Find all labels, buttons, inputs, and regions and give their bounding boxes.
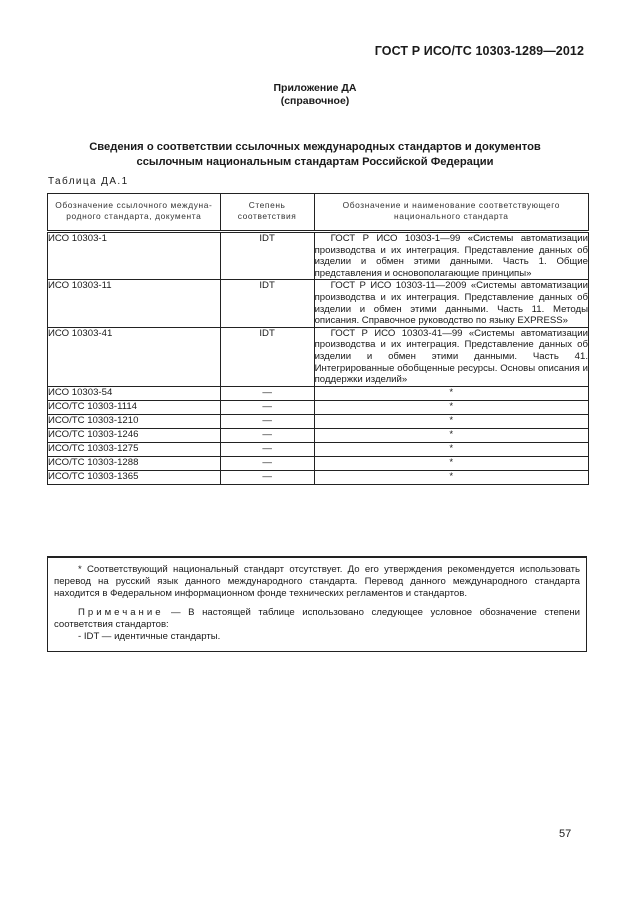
cell-national: * [314,386,588,400]
cell-national [314,280,588,327]
footnote-note-item [54,631,580,643]
document-code-header: ГОСТ Р ИСО/ТС 10303-1289—2012 [374,44,584,58]
cell-national: * [314,470,588,484]
section-title-line-1: Сведения о соответствии ссылочных международных стандартов и документов [89,141,541,153]
cell-national [314,232,588,280]
cell-national: * [314,442,588,456]
column-header-degree: Степень соответствия [220,194,314,232]
table-row [48,280,589,327]
cell-degree: — [220,470,314,484]
appendix-subtitle: (справочное) [280,95,350,107]
page-number: 57 [559,828,572,840]
cell-code: ИСО 10303-1 [48,232,221,280]
cell-code: ИСО 10303-41 [48,327,221,386]
section-title [40,140,590,170]
cell-code: ИСО/ТС 10303-1246 [48,428,221,442]
table-row [48,400,589,414]
cell-code: ИСО/ТС 10303-1210 [48,414,221,428]
column-header-national-standard: Обозначение и наименование соответствующего национального стандарта [314,194,588,232]
section-title-line-2: ссылочным национальным стандартам Российской Федерации [136,156,494,168]
cell-national-text: ГОСТ Р ИСО 10303-11—2009 «Системы автоматизации производства и их интеграция. Представление данных об изделии и обмен этими данными. Часть 11. Методы описания. Справочное руководство по языку EXPRESS» [314,280,588,327]
footnote-star-text: * Соответствующий национальный стандарт отсутствует. До его утверждения рекомендуется использовать перевод на русский язык данного международного стандарта. Перевод данного международного стандарта находится в Федеральном информационном фонде технических регламентов и стандартов. [54,564,580,599]
cell-degree: — [220,428,314,442]
note-item-text: - IDT — идентичные стандарты. [78,631,221,642]
cell-degree: IDT [220,327,314,386]
cell-code: ИСО/ТС 10303-1365 [48,470,221,484]
cell-degree: — [220,400,314,414]
table-row [48,386,589,400]
note-text: — В настоящей таблице использовано следующее условное обозначение степени соответствия стандартов: [54,607,580,630]
column-header-international-standard: Обозначение ссылочного междуна-родного стандарта, документа [48,194,221,232]
cell-national: * [314,428,588,442]
correspondence-table [47,193,589,485]
cell-code: ИСО 10303-11 [48,280,221,327]
table-row [48,442,589,456]
footnote-star-note [54,564,580,600]
table-row [48,428,589,442]
cell-code: ИСО/ТС 10303-1114 [48,400,221,414]
table-row [48,327,589,386]
cell-code: ИСО/ТС 10303-1288 [48,456,221,470]
cell-code: ИСО 10303-54 [48,386,221,400]
cell-degree: — [220,456,314,470]
cell-national [314,327,588,386]
cell-national: * [314,414,588,428]
appendix-title: Приложение ДА [273,82,357,94]
cell-national: * [314,400,588,414]
cell-national: * [314,456,588,470]
table-header-row [48,194,589,232]
cell-degree: — [220,442,314,456]
table-row [48,414,589,428]
cell-national-text: ГОСТ Р ИСО 10303-1—99 «Системы автоматизации производства и их интеграция. Представление данных об изделии и обмен этими данными. Часть 1. Общие представления и основополагающие принципы» [314,233,588,279]
cell-degree: IDT [220,232,314,280]
table-row [48,470,589,484]
table-row [48,232,589,280]
footnote-note [54,607,580,631]
cell-degree: IDT [220,280,314,327]
cell-degree: — [220,414,314,428]
appendix-heading [0,82,630,108]
table-label: Таблица ДА.1 [48,176,129,187]
table-footnote [47,556,587,652]
cell-degree: — [220,386,314,400]
note-label: Примечание [78,607,164,618]
table-row [48,456,589,470]
cell-code: ИСО/ТС 10303-1275 [48,442,221,456]
cell-national-text: ГОСТ Р ИСО 10303-41—99 «Системы автоматизации производства и их интеграция. Представление данных об изделии и обмен этими данными. Часть 41. Интегрированные обобщенные ресурсы. Основы описания и поддержки изделий» [314,327,588,386]
